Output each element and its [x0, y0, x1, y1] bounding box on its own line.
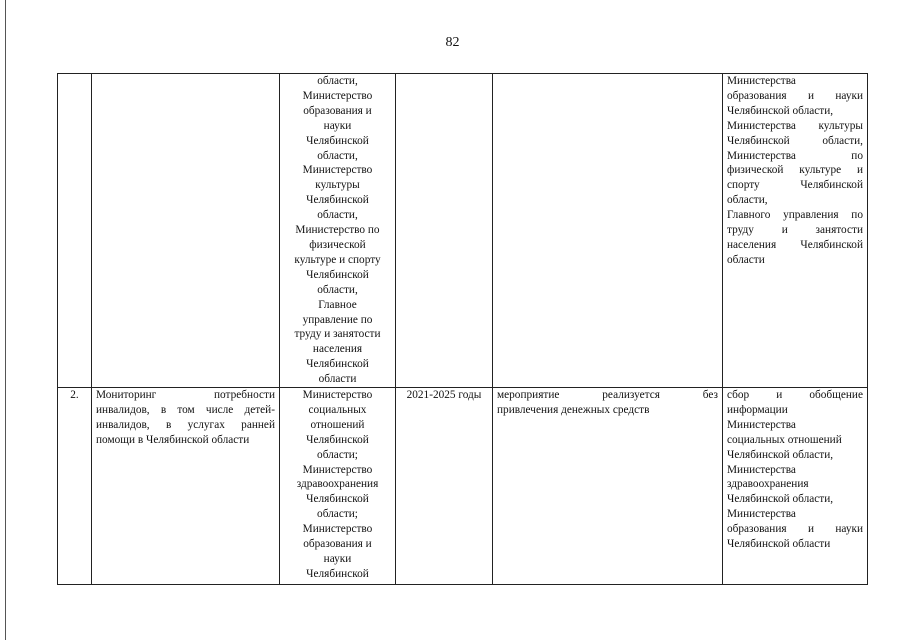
- cell-line: Челябинской области,: [727, 134, 863, 147]
- cell-line: Министерство: [302, 164, 373, 177]
- cell-line: образования и: [303, 538, 372, 551]
- cell-line: области;: [317, 508, 358, 521]
- cell-line: управление по: [302, 313, 373, 326]
- page-edge-line: [5, 0, 6, 640]
- cell-line: Министерства: [727, 508, 796, 521]
- cell-line: Челябинской: [306, 134, 369, 147]
- period-cell: 2021-2025 годы: [396, 388, 493, 585]
- executors-cell: [280, 388, 396, 585]
- row-number-cell: [58, 74, 92, 388]
- cell-line: привлечения денежных средств: [497, 403, 650, 416]
- cell-line: социальных отношений: [727, 433, 842, 446]
- cell-line: области: [727, 253, 765, 266]
- cell-line: инвалидов, в том числе детей-: [96, 403, 275, 416]
- row-number-cell: 2.: [58, 388, 92, 585]
- cell-line: Челябинской: [306, 358, 369, 371]
- period-cell: [396, 74, 493, 388]
- cell-line: области;: [317, 448, 358, 461]
- cell-line: Министерство: [302, 389, 373, 402]
- cell-line: культуры: [315, 179, 360, 192]
- cell-line: Министерства по: [727, 149, 863, 162]
- cell-line: области,: [317, 149, 358, 162]
- cell-line: области,: [727, 194, 768, 207]
- cell-line: культуре и спорту: [294, 253, 381, 266]
- cell-line: Министерства культуры: [727, 119, 863, 132]
- cell-line: области,: [317, 283, 358, 296]
- cell-line: отношений: [310, 418, 365, 431]
- cell-line: труду и занятости: [727, 224, 863, 237]
- cell-line: спорту Челябинской: [727, 179, 863, 192]
- measure-name-cell: [92, 74, 280, 388]
- result-cell: [723, 388, 868, 585]
- cell-line: образования и: [303, 104, 372, 117]
- cell-line: Главное: [318, 298, 357, 311]
- cell-line: науки: [323, 553, 352, 565]
- cell-line: Челябинской: [306, 433, 369, 446]
- cell-line: физической культуре и: [727, 164, 863, 177]
- table-row: [58, 388, 868, 585]
- cell-line: области,: [317, 75, 358, 87]
- executors-cell: [280, 74, 396, 388]
- cell-line: Челябинской: [306, 268, 369, 281]
- measure-name-cell: [92, 388, 280, 585]
- cell-line: Главного управления по: [727, 209, 863, 222]
- table-row: [58, 74, 868, 388]
- cell-line: Министерство: [302, 89, 373, 102]
- cell-line: здравоохранения: [727, 478, 809, 491]
- cell-line: области: [318, 373, 357, 386]
- page-number: 82: [445, 35, 460, 50]
- cell-line: Мониторинг потребности: [96, 389, 275, 402]
- cell-line: Челябинской области,: [727, 493, 834, 506]
- cell-line: области,: [317, 209, 358, 222]
- measures-table: [57, 73, 868, 585]
- financing-cell: [493, 388, 723, 585]
- cell-line: Министерство по: [295, 224, 380, 237]
- cell-line: сбор и обобщение: [727, 389, 863, 402]
- cell-line: здравоохранения: [296, 478, 379, 491]
- cell-line: населения: [312, 343, 363, 356]
- cell-line: физической: [309, 238, 366, 251]
- cell-line: Министерства: [727, 463, 796, 476]
- cell-line: информации: [727, 403, 788, 416]
- cell-line: Челябинской области,: [727, 448, 834, 461]
- cell-line: мероприятие реализуется без: [497, 389, 718, 402]
- cell-line: Министерство: [302, 463, 373, 476]
- cell-line: труду и занятости: [294, 328, 381, 341]
- cell-line: инвалидов, в услугах ранней: [96, 418, 275, 431]
- cell-line: Челябинской: [306, 194, 369, 207]
- cell-line: населения Челябинской: [727, 238, 863, 251]
- cell-line: Челябинской: [306, 493, 369, 506]
- cell-line: социальных: [308, 403, 367, 416]
- cell-line: Челябинской области,: [727, 104, 834, 117]
- cell-line: Министерства: [727, 418, 796, 431]
- cell-line: образования и науки: [727, 89, 863, 102]
- cell-line: образования и науки: [727, 523, 863, 536]
- result-cell: [723, 74, 868, 388]
- cell-line: помощи в Челябинской области: [96, 433, 250, 446]
- cell-line: Министерства: [727, 75, 796, 87]
- cell-line: Челябинской области: [727, 538, 831, 551]
- cell-line: науки: [323, 119, 352, 132]
- cell-line: Министерство: [302, 523, 373, 536]
- financing-cell: [493, 74, 723, 388]
- cell-line: Челябинской: [306, 567, 369, 580]
